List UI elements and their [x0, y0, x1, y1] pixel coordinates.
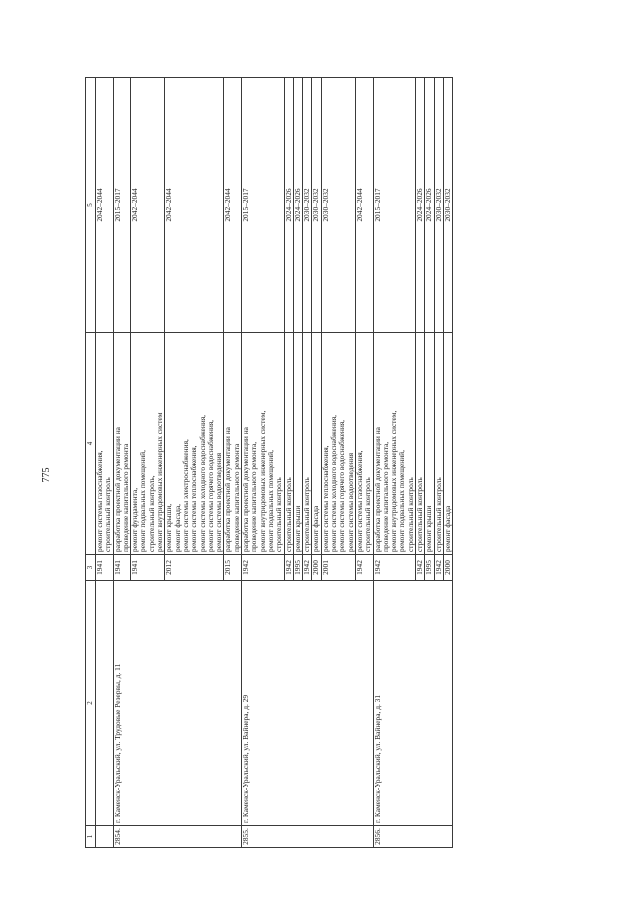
document-page [85, 78, 595, 848]
object-address: г. Каменск-Уральский, ул. Вайнера, д. 31 [373, 581, 453, 826]
period-cell: 2030–2032 [303, 78, 312, 333]
year-cell: 1941 [131, 555, 165, 581]
work-cell: разработка проектной документации на проведение капитального ремонта [113, 333, 131, 555]
period-cell: 2042–2044 [131, 78, 165, 333]
work-cell: разработка проектной документации на проведение капитального ремонта, ремонт внутридомовых инженерных систем, ремонт подвальных помещений, строительный контроль [373, 333, 415, 555]
header-row [86, 78, 96, 848]
table-row [373, 78, 415, 848]
work-cell: строительный контроль [434, 333, 443, 555]
header-cell: 1 [86, 826, 96, 848]
year-cell: 1942 [373, 555, 415, 581]
period-cell: 2042–2044 [224, 78, 242, 333]
period-cell: 2024–2026 [425, 78, 434, 333]
work-cell: строительный контроль [415, 333, 424, 555]
year-cell: 2000 [312, 555, 321, 581]
year-cell: 2012 [165, 555, 224, 581]
object-address: г. Каменск-Уральский, ул. Трудовые Резервы, д. 11 [113, 581, 241, 826]
period-cell: 2030–2032 [312, 78, 321, 333]
period-cell: 2042–2044 [355, 78, 373, 333]
year-cell: 2015 [224, 555, 242, 581]
year-cell: 1995 [293, 555, 302, 581]
work-cell: ремонт фундамента, ремонт подвальных помещений, строительный контроль, ремонт внутридомовых инженерных систем [131, 333, 165, 555]
work-cell: ремонт крыши, ремонт фасада, ремонт системы электроснабжения, ремонт системы теплоснабжения, ремонт системы холодного водоснабжения, ремонт системы горячего водоснабжения, ремонт системы водоотведения [165, 333, 224, 555]
object-number: 2854. [113, 826, 241, 848]
work-cell: ремонт фасада [312, 333, 321, 555]
period-cell: 2015–2017 [242, 78, 284, 333]
period-cell: 2030–2032 [434, 78, 443, 333]
work-cell: разработка проектной документации на проведение капитального ремонта, ремонт внутридомовых инженерных систем, ремонт подвальных помещений, строительный контроль [242, 333, 284, 555]
period-cell: 2042–2044 [96, 78, 114, 333]
year-cell: 1942 [355, 555, 373, 581]
work-cell: строительный контроль [284, 333, 293, 555]
year-cell: 1941 [96, 555, 114, 581]
year-cell: 2001 [321, 555, 355, 581]
year-cell: 1942 [303, 555, 312, 581]
work-cell: ремонт системы газоснабжения, строительный контроль [355, 333, 373, 555]
header-cell: 5 [86, 78, 96, 333]
year-cell: 1942 [434, 555, 443, 581]
year-cell: 1942 [415, 555, 424, 581]
object-address [96, 581, 114, 826]
page-number: 775 [41, 467, 52, 483]
period-cell: 2030–2032 [443, 78, 452, 333]
object-address: г. Каменск-Уральский, ул. Вайнера, д. 29 [242, 581, 373, 826]
work-cell: разработка проектной документации на проведение капитального ремонта [224, 333, 242, 555]
year-cell: 1995 [425, 555, 434, 581]
work-cell: ремонт крыши [425, 333, 434, 555]
work-cell: ремонт фасада [443, 333, 452, 555]
year-cell: 2000 [443, 555, 452, 581]
period-cell: 2024–2026 [415, 78, 424, 333]
object-number: 2855. [242, 826, 373, 848]
work-cell: ремонт системы газоснабжения, строительный контроль [96, 333, 114, 555]
work-cell: ремонт крыши [293, 333, 302, 555]
period-cell: 2024–2026 [293, 78, 302, 333]
work-cell: строительный контроль [303, 333, 312, 555]
header-cell: 4 [86, 333, 96, 555]
year-cell: 1942 [242, 555, 284, 581]
period-cell: 2042–2044 [165, 78, 224, 333]
header-cell: 2 [86, 581, 96, 826]
period-cell: 2015–2017 [113, 78, 131, 333]
header-cell: 3 [86, 555, 96, 581]
year-cell: 1941 [113, 555, 131, 581]
repair-schedule-table [85, 77, 453, 848]
table-row [96, 78, 114, 848]
work-cell: ремонт системы теплоснабжения, ремонт системы холодного водоснабжения, ремонт системы горячего водоснабжения, ремонт системы водоотведения [321, 333, 355, 555]
object-number [96, 826, 114, 848]
period-cell: 2030–2032 [321, 78, 355, 333]
object-number: 2856. [373, 826, 453, 848]
period-cell: 2024–2026 [284, 78, 293, 333]
table-row [113, 78, 131, 848]
table-row [242, 78, 284, 848]
year-cell: 1942 [284, 555, 293, 581]
period-cell: 2015–2017 [373, 78, 415, 333]
rotated-table-wrapper [85, 78, 595, 848]
